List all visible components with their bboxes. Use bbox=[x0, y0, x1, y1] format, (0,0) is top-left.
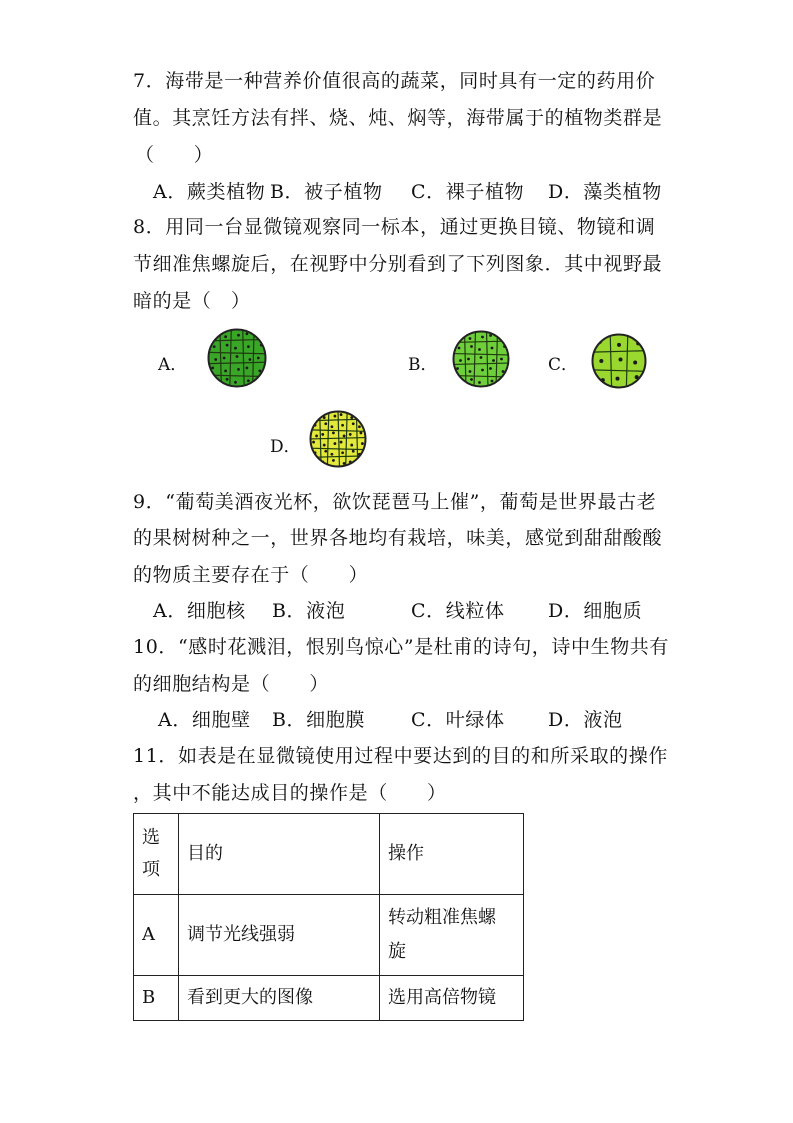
header-option bbox=[134, 814, 179, 895]
cell-nucleus bbox=[478, 348, 481, 351]
q7-option-c: C．裸子植物 bbox=[411, 181, 525, 203]
cell-nucleus bbox=[234, 347, 237, 350]
cell-nucleus bbox=[223, 357, 226, 360]
cell-nucleus bbox=[480, 356, 483, 359]
header-operation: 操作 bbox=[380, 814, 524, 895]
cell-nucleus bbox=[599, 359, 603, 363]
cell-nucleus bbox=[260, 378, 263, 381]
cell-nucleus bbox=[332, 432, 335, 435]
cell-nucleus bbox=[340, 413, 343, 416]
cell-nucleus bbox=[211, 332, 214, 335]
cell-nucleus bbox=[352, 450, 355, 453]
q8-stem-line2: 节细准焦螺旋后，在视野中分别看到了下列图象．其中视野最 bbox=[133, 253, 663, 275]
cell-nucleus bbox=[491, 380, 494, 383]
cell-nucleus bbox=[234, 381, 237, 384]
q10-stem-line1: 10．“感时花溅泪，恨别鸟惊心”是杜甫的诗句，诗中生物共有 bbox=[133, 636, 670, 658]
q8-stem-line3: 暗的是（ ） bbox=[133, 290, 251, 312]
cell-nucleus bbox=[360, 432, 363, 435]
cell-nucleus bbox=[617, 343, 621, 347]
cell-nucleus bbox=[340, 441, 343, 444]
cell-nucleus bbox=[500, 358, 503, 361]
q7-option-d: D．藻类植物 bbox=[548, 181, 662, 203]
cell-nucleus bbox=[491, 347, 494, 350]
q8-option-d-label: D． bbox=[270, 437, 301, 457]
q10-stem-line2: 的细胞结构是（ ） bbox=[133, 673, 330, 695]
cell-nucleus bbox=[324, 422, 327, 425]
row-a-goal: 调节光线强弱 bbox=[179, 895, 380, 976]
cell-nucleus bbox=[341, 451, 344, 454]
cell-nucleus bbox=[350, 444, 353, 447]
q7-stem-line1: 7．海带是一种营养价值很高的蔬菜，同时具有一定的药用价 bbox=[133, 70, 656, 92]
q7-stem-line3: （ ） bbox=[135, 144, 214, 166]
cell-nucleus bbox=[312, 441, 315, 444]
header-option-char2: 项 bbox=[142, 859, 160, 880]
q10-option-a: A．细胞壁 bbox=[158, 709, 251, 731]
q11-stem-line1: 11．如表是在显微镜使用过程中要达到的目的和所采取的操作 bbox=[133, 745, 668, 767]
q10-option-c: C．叶绿体 bbox=[411, 709, 505, 731]
cell-nucleus bbox=[341, 424, 344, 427]
cell-nucleus bbox=[456, 334, 459, 337]
cell-nucleus bbox=[619, 358, 623, 362]
cell-nucleus bbox=[361, 442, 364, 445]
q10-option-d: D．液泡 bbox=[548, 709, 623, 731]
cell-nucleus bbox=[458, 347, 461, 350]
cell-nucleus bbox=[324, 450, 327, 453]
q11-table bbox=[133, 813, 524, 1021]
cell-nucleus bbox=[334, 442, 337, 445]
cell-nucleus bbox=[492, 359, 495, 362]
cell-nucleus bbox=[247, 379, 250, 382]
cell-nucleus bbox=[247, 345, 250, 348]
cell-nucleus bbox=[469, 337, 472, 340]
cell-nucleus bbox=[481, 369, 484, 372]
row-b-goal: 看到更大的图像 bbox=[179, 976, 380, 1021]
row-a-operation bbox=[380, 895, 524, 976]
cell-nucleus bbox=[503, 378, 506, 381]
header-goal: 目的 bbox=[179, 814, 380, 895]
cell-nucleus bbox=[459, 359, 462, 362]
cell-nucleus bbox=[343, 462, 346, 465]
header-option-char1: 选 bbox=[142, 827, 160, 848]
cell-nucleus bbox=[249, 358, 252, 361]
cell-nucleus bbox=[469, 370, 472, 373]
cell-nucleus bbox=[489, 367, 492, 370]
q9-option-a: A．细胞核 bbox=[153, 600, 246, 622]
cell-nucleus bbox=[213, 379, 216, 382]
cell-nucleus bbox=[331, 425, 334, 428]
q9-option-b: B．液泡 bbox=[272, 600, 346, 622]
cell-nucleus bbox=[323, 444, 326, 447]
q9-option-d: D．细胞质 bbox=[548, 600, 643, 622]
q11-stem-line2: ，其中不能达成目的操作是（ ） bbox=[133, 782, 447, 804]
table-row bbox=[134, 976, 524, 1021]
q9-stem-line1: 9．“葡萄美酒夜光杯，欲饮琵琶马上催”，葡萄是世界最古老 bbox=[133, 491, 657, 513]
row-b-option: B bbox=[134, 976, 179, 1021]
cell-nucleus bbox=[633, 361, 637, 365]
cell-nucleus bbox=[481, 336, 484, 339]
q8-option-c-image bbox=[591, 333, 647, 389]
q8-option-b-label: B． bbox=[408, 355, 438, 375]
cell-nucleus bbox=[213, 345, 216, 348]
cell-nucleus bbox=[315, 462, 318, 465]
cell-nucleus bbox=[237, 368, 240, 371]
q8-option-a-image bbox=[207, 328, 267, 388]
cell-nucleus bbox=[349, 433, 352, 436]
cell-nucleus bbox=[236, 355, 239, 358]
cell-nucleus bbox=[616, 377, 620, 381]
row-a-operation-line2: 旋 bbox=[388, 941, 406, 962]
cell-nucleus bbox=[502, 337, 505, 340]
cell-nucleus bbox=[226, 378, 229, 381]
cell-nucleus bbox=[467, 358, 470, 361]
cell-nucleus bbox=[224, 335, 227, 338]
cell-nucleus bbox=[458, 380, 461, 383]
cell-nucleus bbox=[331, 453, 334, 456]
q9-option-c: C．线粒体 bbox=[411, 600, 505, 622]
cell-nucleus bbox=[360, 459, 363, 462]
cell-nucleus bbox=[257, 357, 260, 360]
table-header-row bbox=[134, 814, 524, 895]
q8-option-b-image bbox=[452, 330, 510, 388]
cell-nucleus bbox=[226, 344, 229, 347]
cell-nucleus bbox=[361, 415, 364, 418]
cell-nucleus bbox=[237, 334, 240, 337]
row-b-operation: 选用高倍物镜 bbox=[380, 976, 524, 1021]
cell-nucleus bbox=[312, 413, 315, 416]
cell-nucleus bbox=[358, 425, 361, 428]
row-a-operation-line1: 转动粗准焦螺 bbox=[388, 907, 496, 928]
cell-nucleus bbox=[258, 335, 261, 338]
q7-option-a: A．蕨类植物 bbox=[153, 181, 266, 203]
cell-nucleus bbox=[321, 433, 324, 436]
q9-stem-line3: 的物质主要存在于（ ） bbox=[133, 564, 369, 586]
q10-option-b: B．细胞膜 bbox=[272, 709, 365, 731]
cell-nucleus bbox=[470, 378, 473, 381]
q8-stem-line1: 8．用同一台显微镜观察同一标本，通过更换目镜、物镜和调 bbox=[133, 216, 656, 238]
cell-nucleus bbox=[214, 358, 217, 361]
table-row bbox=[134, 895, 524, 976]
cell-nucleus bbox=[352, 422, 355, 425]
q7-stem-line2: 值。其烹饪方法有拌、烧、炖、焖等，海带属于的植物类群是 bbox=[133, 107, 663, 129]
row-a-option: A bbox=[134, 895, 179, 976]
cell-nucleus bbox=[315, 435, 318, 438]
q8-option-c-label: C． bbox=[548, 355, 579, 375]
q7-option-b: B．被子植物 bbox=[270, 181, 383, 203]
cell-nucleus bbox=[246, 367, 249, 370]
cell-nucleus bbox=[224, 370, 227, 373]
cell-nucleus bbox=[343, 435, 346, 438]
q8-option-a-label: A． bbox=[158, 355, 188, 375]
cell-nucleus bbox=[332, 459, 335, 462]
cell-nucleus bbox=[478, 381, 481, 384]
q8-option-d-image bbox=[309, 410, 367, 468]
cell-nucleus bbox=[470, 345, 473, 348]
cell-nucleus bbox=[334, 415, 337, 418]
q9-stem-line2: 的果树树种之一，世界各地均有栽培，味美，感觉到甜甜酸酸 bbox=[133, 527, 663, 549]
